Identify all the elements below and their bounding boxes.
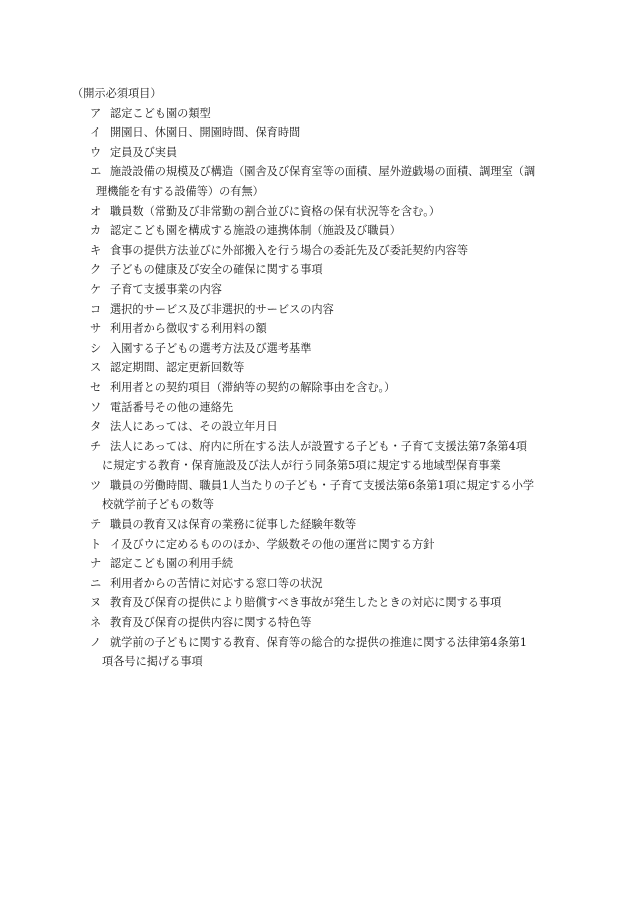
item-text: 認定こども園を構成する施設の連携体制（施設及び職員） xyxy=(110,224,401,238)
item-marker: ア xyxy=(90,106,102,120)
item-marker: エ xyxy=(90,165,102,179)
list-item xyxy=(72,143,568,163)
item-text: 選択的サービス及び非選択的サービスの内容 xyxy=(110,302,334,316)
item-marker: イ xyxy=(90,126,102,140)
item-text-continuation: 項各号に掲げる事項 xyxy=(102,655,203,669)
item-text-continuation: に規定する教育・保育施設及び法人が行う同条第5項に規定する地域型保育事業 xyxy=(102,459,501,473)
item-marker: ツ xyxy=(90,478,102,492)
item-marker: ソ xyxy=(90,400,102,414)
list-item xyxy=(72,554,568,574)
list-item xyxy=(72,162,568,201)
item-marker: ト xyxy=(90,537,102,551)
section-heading: （開示必須項目） xyxy=(72,87,162,100)
item-text: イ及びウに定めるもののほか、学級数その他の運営に関する方針 xyxy=(110,537,435,551)
item-text: 教育及び保育の提供内容に関する特色等 xyxy=(110,616,312,630)
item-marker: シ xyxy=(90,341,102,355)
list-item xyxy=(72,515,568,535)
list-item xyxy=(72,417,568,437)
list-item xyxy=(72,280,568,300)
item-text: 電話番号その他の連絡先 xyxy=(110,400,234,414)
item-marker: セ xyxy=(90,380,102,394)
item-text: 教育及び保育の提供により賠償すべき事故が発生したときの対応に関する事項 xyxy=(110,596,502,610)
list-item xyxy=(72,437,568,476)
list-item xyxy=(72,123,568,143)
item-marker: テ xyxy=(90,518,102,532)
list-item xyxy=(72,398,568,418)
item-text: 入園する子どもの選考方法及び選考基準 xyxy=(110,341,312,355)
item-text: 開園日、休園日、開園時間、保育時間 xyxy=(110,126,301,140)
item-marker: タ xyxy=(90,420,102,434)
list-item xyxy=(72,104,568,124)
item-marker: カ xyxy=(90,224,102,238)
disclosure-item-list xyxy=(72,104,568,672)
item-marker: ネ xyxy=(90,616,102,630)
list-item xyxy=(72,241,568,261)
item-text: 職員の教育又は保育の業務に従事した経験年数等 xyxy=(110,518,357,532)
item-text: 子どもの健康及び安全の確保に関する事項 xyxy=(110,263,323,277)
item-marker: ナ xyxy=(90,557,102,571)
list-item xyxy=(72,319,568,339)
item-text: 法人にあっては、府内に所在する法人が設置する子ども・子育て支援法第7条第4項 xyxy=(110,439,527,453)
item-text: 施設設備の規模及び構造（園舎及び保育室等の面積、屋外遊戯場の面積、調理室（調 xyxy=(110,165,536,179)
item-marker: キ xyxy=(90,243,102,257)
item-text: 職員の労働時間、職員1人当たりの子ども・子育て支援法第6条第1項に規定する小学 xyxy=(110,478,535,492)
document-body xyxy=(72,84,568,672)
list-item xyxy=(72,476,568,515)
item-text: 利用者との契約項目（滞納等の契約の解除事由を含む。） xyxy=(110,380,396,394)
item-text: 認定こども園の類型 xyxy=(110,106,211,120)
item-text: 利用者からの苦情に対応する窓口等の状況 xyxy=(110,576,323,590)
item-marker: コ xyxy=(90,302,102,316)
list-item xyxy=(72,535,568,555)
item-marker: チ xyxy=(90,439,102,453)
item-marker: ニ xyxy=(90,576,102,590)
item-text: 食事の提供方法並びに外部搬入を行う場合の委託先及び委託契約内容等 xyxy=(110,243,469,257)
list-item xyxy=(72,633,568,672)
item-marker: ノ xyxy=(90,635,102,649)
list-item xyxy=(72,613,568,633)
list-item xyxy=(72,358,568,378)
list-item xyxy=(72,221,568,241)
item-text: 法人にあっては、その設立年月日 xyxy=(110,420,278,434)
item-text: 利用者から徴収する利用料の額 xyxy=(110,322,267,336)
item-text: 子育て支援事業の内容 xyxy=(110,282,222,296)
item-text: 認定こども園の利用手続 xyxy=(110,557,234,571)
item-marker: ヌ xyxy=(90,596,102,610)
list-item xyxy=(72,202,568,222)
item-text: 認定期間、認定更新回数等 xyxy=(110,361,245,375)
item-marker: ス xyxy=(90,361,102,375)
item-text-continuation: 校就学前子どもの数等 xyxy=(102,498,214,512)
list-item xyxy=(72,300,568,320)
item-marker: オ xyxy=(90,204,102,218)
list-item xyxy=(72,260,568,280)
item-marker: サ xyxy=(90,322,102,336)
list-item xyxy=(72,378,568,398)
item-text: 就学前の子どもに関する教育、保育等の総合的な提供の推進に関する法律第4条第1 xyxy=(110,635,527,649)
item-text: 職員数（常勤及び非常勤の割合並びに資格の保有状況等を含む。） xyxy=(110,204,441,218)
item-text: 定員及び実員 xyxy=(110,145,178,159)
list-item xyxy=(72,593,568,613)
item-marker: ケ xyxy=(90,282,102,296)
item-text-continuation: 理機能を有する設備等）の有無） xyxy=(96,184,264,198)
list-item xyxy=(72,339,568,359)
list-item xyxy=(72,574,568,594)
item-marker: ウ xyxy=(90,145,102,159)
item-marker: ク xyxy=(90,263,102,277)
